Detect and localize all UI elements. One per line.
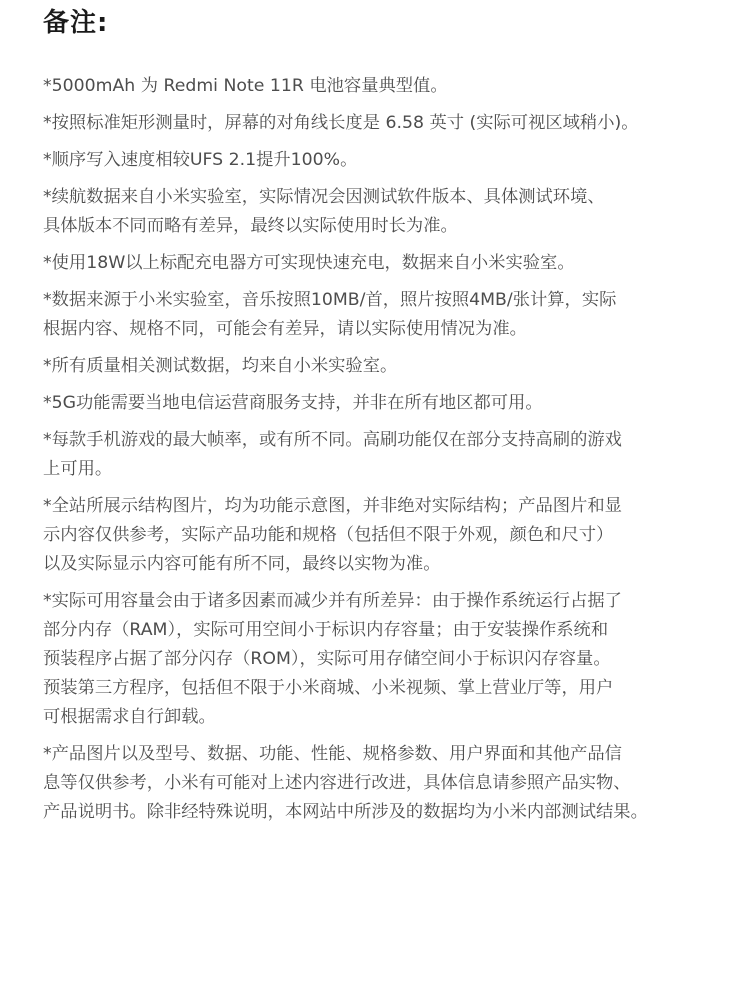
notes-title: 备注: xyxy=(43,8,109,38)
note-line: 根据内容、规格不同，可能会有差异，请以实际使用情况为准。 xyxy=(43,319,527,339)
note-line: 示内容仅供参考，实际产品功能和规格（包括但不限于外观，颜色和尺寸） xyxy=(43,525,614,545)
note-item xyxy=(43,426,750,484)
note-line: *数据来源于小米实验室，音乐按照10MB/首，照片按照4MB/张计算，实际 xyxy=(43,290,617,310)
note-line: *所有质量相关测试数据，均来自小米实验室。 xyxy=(43,356,398,376)
note-item xyxy=(43,109,750,138)
note-item xyxy=(43,249,750,278)
note-line: *产品图片以及型号、数据、功能、性能、规格参数、用户界面和其他产品信 xyxy=(43,744,622,764)
note-line: 可根据需求自行卸载。 xyxy=(43,707,216,727)
note-item xyxy=(43,389,750,418)
note-item xyxy=(43,740,750,827)
note-line: *每款手机游戏的最大帧率，或有所不同。高刷功能仅在部分支持高刷的游戏 xyxy=(43,430,622,450)
note-line: 部分内存（RAM），实际可用空间小于标识内存容量；由于安装操作系统和 xyxy=(43,620,609,640)
note-line: *按照标准矩形测量时，屏幕的对角线长度是 6.58 英寸 (实际可视区域稍小)。 xyxy=(43,113,639,133)
note-item xyxy=(43,183,750,241)
note-line: 预装程序占据了部分闪存（ROM），实际可用存储空间小于标识闪存容量。 xyxy=(43,649,611,669)
note-line: *使用18W以上标配充电器方可实现快速充电，数据来自小米实验室。 xyxy=(43,253,575,273)
note-item xyxy=(43,146,750,175)
note-line: *5G功能需要当地电信运营商服务支持，并非在所有地区都可用。 xyxy=(43,393,543,413)
note-item xyxy=(43,286,750,344)
note-line: 具体版本不同而略有差异，最终以实际使用时长为准。 xyxy=(43,216,458,236)
note-line: *5000mAh 为 Redmi Note 11R 电池容量典型值。 xyxy=(43,76,448,96)
note-line: *全站所展示结构图片，均为功能示意图，并非绝对实际结构；产品图片和显 xyxy=(43,496,622,516)
note-line: *顺序写入速度相较UFS 2.1提升100%。 xyxy=(43,150,358,170)
note-item xyxy=(43,587,750,732)
note-line: 上可用。 xyxy=(43,459,113,479)
note-item xyxy=(43,352,750,381)
note-line: 息等仅供参考，小米有可能对上述内容进行改进，具体信息请参照产品实物、 xyxy=(43,773,631,793)
notes-list xyxy=(43,72,750,827)
note-item xyxy=(43,492,750,579)
note-line: 以及实际显示内容可能有所不同，最终以实物为准。 xyxy=(43,554,441,574)
note-line: 预装第三方程序，包括但不限于小米商城、小米视频、掌上营业厅等，用户 xyxy=(43,678,614,698)
note-line: *实际可用容量会由于诸多因素而减少并有所差异：由于操作系统运行占据了 xyxy=(43,591,622,611)
note-line: 产品说明书。除非经特殊说明，本网站中所涉及的数据均为小米内部测试结果。 xyxy=(43,802,648,822)
note-item xyxy=(43,72,750,101)
note-line: *续航数据来自小米实验室，实际情况会因测试软件版本、具体测试环境、 xyxy=(43,187,605,207)
